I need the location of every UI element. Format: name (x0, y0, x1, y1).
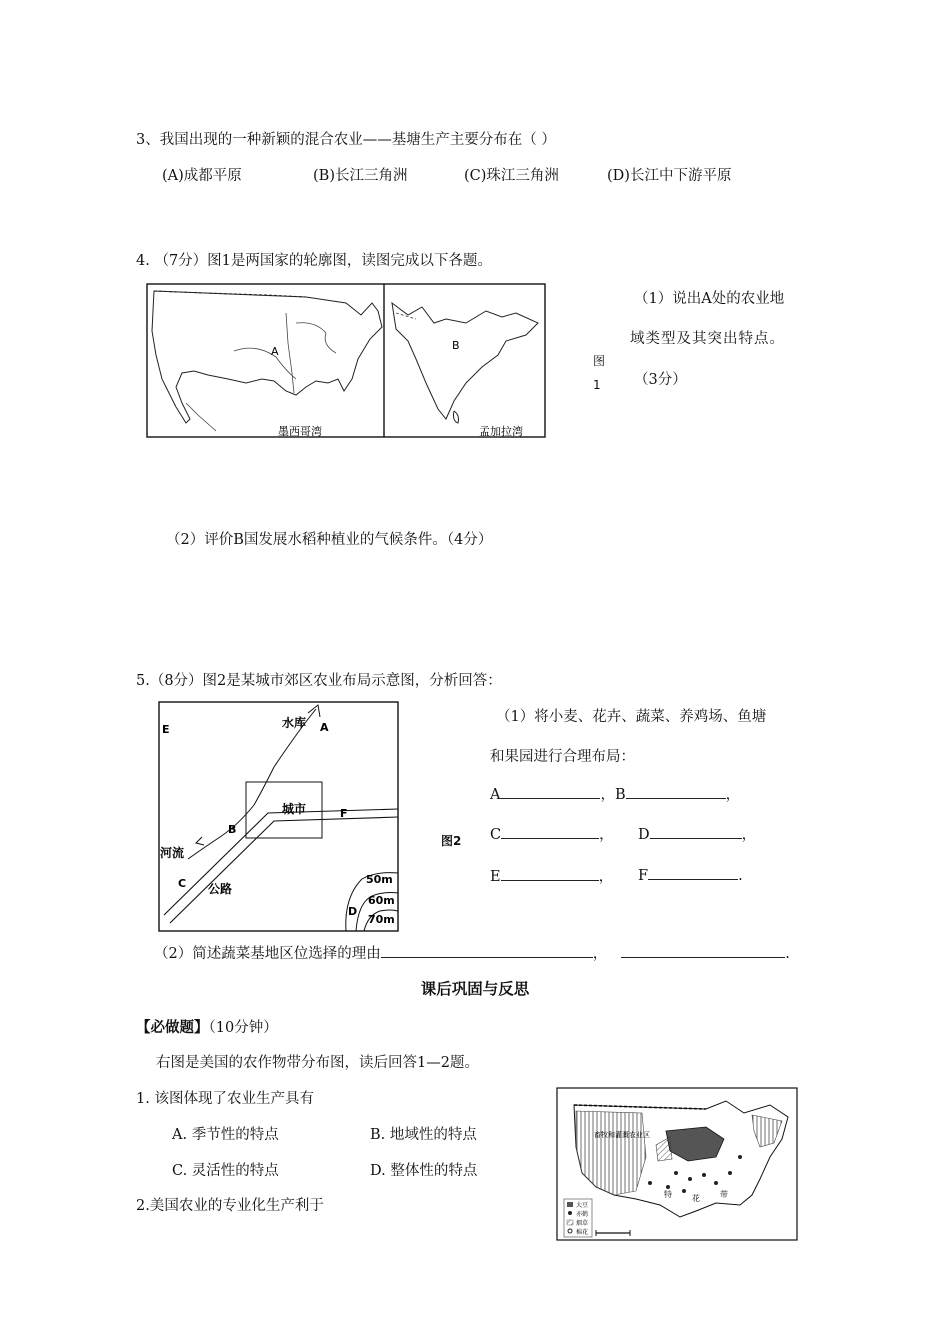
fig1-label-top: 图 (593, 354, 606, 368)
map2-road: 公路 (208, 882, 233, 896)
q5-slot-f[interactable]: F . (638, 865, 743, 884)
q4-sub1-line1: （1）说出A处的农业地 (634, 291, 785, 307)
map3-label-mid: 特 (664, 1190, 672, 1199)
map2-label-f: F (340, 807, 348, 820)
map1-label-b: B (452, 339, 460, 352)
q3-stem: 3、我国出现的一种新颖的混合农业——基塘生产主要分布在（ ） (136, 132, 556, 148)
map1-bay-bengal: 孟加拉湾 (479, 425, 523, 438)
map2-contour-70: 70m (368, 913, 395, 926)
map2-contour-50: 50m (366, 873, 393, 886)
review-q1-option-c: C. 灵活性的特点 (172, 1163, 279, 1179)
q4-sub1-line2: 域类型及其突出特点。 (630, 331, 785, 347)
review-q2: 2.美国农业的专业化生产利于 (136, 1198, 324, 1214)
required-time: （10分钟） (208, 1020, 278, 1036)
required-heading (136, 1016, 278, 1037)
map3-legend-1: 亦鹤 (576, 1211, 589, 1218)
q4-stem: 4. （7分）图1是两国家的轮廓图，读图完成以下各题。 (136, 253, 492, 269)
map3-legend-3: 棉花 (576, 1229, 589, 1236)
q5-sub1-line1: （1）将小麦、花卉、蔬菜、养鸡场、鱼塘 (496, 709, 767, 725)
q5-slot-a[interactable]: A ，B ， (490, 783, 740, 804)
q3-option-c: (C)珠江三角洲 (464, 168, 559, 184)
q3-option-b: (B)长江三角洲 (313, 168, 408, 184)
q4-sub2: （2）评价B国发展水稻种植业的气候条件。（4分） (166, 532, 493, 548)
map1-label-a: A (271, 345, 279, 358)
fig2-label: 图2 (441, 834, 462, 848)
map3-label-mid3: 带 (720, 1190, 728, 1199)
map1-gulf-mexico: 墨西哥湾 (278, 425, 322, 438)
q3-option-d: (D)长江中下游平原 (607, 168, 732, 184)
review-q1: 1. 该图体现了农业生产具有 (136, 1091, 314, 1107)
map3-label-mid2: 花 (692, 1194, 700, 1203)
map2-label-c: C (178, 877, 187, 890)
map2-label-e: E (162, 723, 170, 736)
fig1-label-bottom: 1 (593, 378, 601, 392)
review-q1-option-a: A. 季节性的特点 (172, 1127, 279, 1143)
q5-sub2[interactable]: （2）简述蔬菜基地区位选择的理由 ， . (154, 942, 790, 963)
map3-label-left: 畜牧和灌溉农业区 (594, 1131, 650, 1139)
review-title: 课后巩固与反思 (420, 980, 530, 998)
q5-slot-c[interactable]: C ， (490, 823, 614, 844)
q5-stem: 5.（8分）图2是某城市郊区农业布局示意图，分析回答： (136, 673, 502, 689)
map2-label-b: B (228, 823, 237, 836)
map3-legend-0: 大豆 (576, 1202, 589, 1209)
required-label: 【必做题】 (136, 1020, 209, 1036)
map3-legend-2: 烟草 (576, 1220, 589, 1227)
review-intro: 右图是美国的农作物带分布图，读后回答1—2题。 (156, 1055, 479, 1071)
q4-sub1-line3: （3分） (634, 372, 687, 388)
map2-label-d: D (348, 905, 358, 918)
q5-sub1-line2: 和果园进行合理布局： (490, 749, 635, 765)
review-q1-option-d: D. 整体性的特点 (370, 1163, 478, 1179)
us-crop-belt-map (556, 1087, 798, 1241)
q3-option-a: (A)成都平原 (162, 168, 242, 184)
map2-contour-60: 60m (368, 894, 395, 907)
figure-2-map (158, 701, 400, 933)
figure-1-map (146, 283, 546, 439)
map2-reservoir: 水库 (282, 716, 307, 730)
map2-river: 河流 (160, 846, 185, 860)
map2-label-a: A (320, 721, 329, 734)
q5-slot-d[interactable]: D ， (638, 823, 756, 844)
map2-city: 城市 (282, 802, 307, 816)
q5-slot-e[interactable]: E ， (490, 865, 613, 886)
review-q1-option-b: B. 地域性的特点 (370, 1127, 477, 1143)
